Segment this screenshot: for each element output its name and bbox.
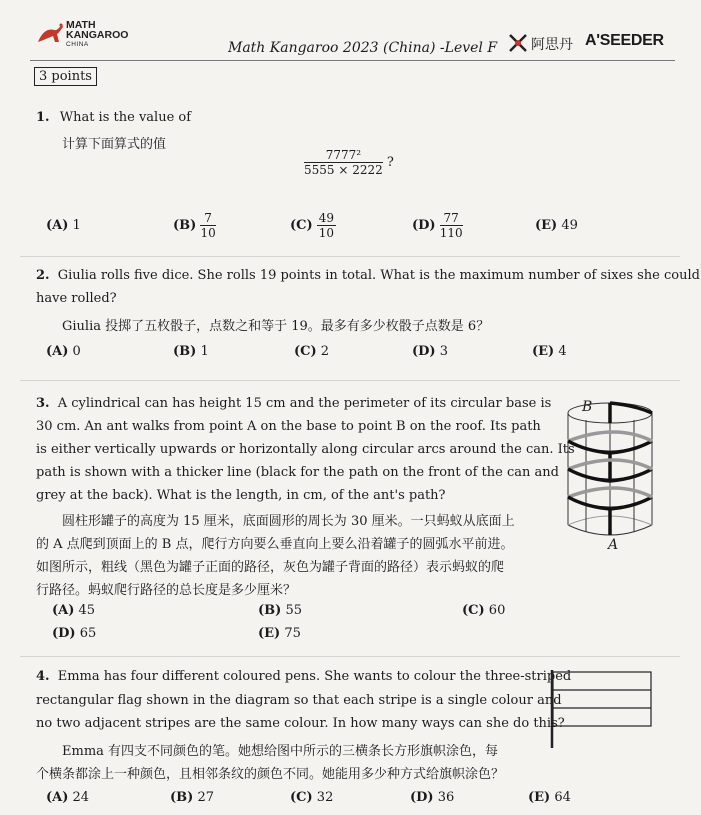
q2-opt-d-label: (D) [412, 344, 436, 359]
label-a: A [608, 537, 619, 551]
q1-option-c[interactable] [290, 211, 336, 240]
q1-opt-b-den: 10 [200, 226, 216, 240]
q4-opt-e-label: (E) [528, 790, 551, 805]
logo-left-line3: CHINA [66, 41, 89, 48]
math-kangaroo-logo [36, 18, 136, 54]
q3-opt-e-value: 75 [284, 626, 301, 641]
q4-text-en-2: no two adjacent stripes are the same colour. In how many ways can she do this? [36, 716, 565, 731]
q1-option-b[interactable] [173, 211, 216, 240]
label-b: B [582, 399, 593, 415]
q3-number: 3. [36, 396, 50, 411]
q2-number: 2. [36, 268, 50, 283]
q3-option-d[interactable] [52, 626, 96, 641]
q1-expression [304, 148, 394, 177]
q2-text-line2: have rolled? [36, 291, 117, 306]
q1-opt-c-label: (C) [290, 218, 313, 233]
q3-opt-d-value: 65 [79, 626, 97, 641]
q4-opt-b-label: (B) [170, 790, 194, 805]
q2-opt-b-label: (B) [173, 344, 197, 359]
q2-option-d[interactable] [412, 344, 448, 359]
q1-opt-c-num: 49 [318, 211, 335, 225]
q3-opt-b-value: 55 [285, 603, 302, 618]
q3-opt-c-value: 60 [488, 603, 506, 618]
q1-option-a[interactable] [46, 218, 81, 233]
q2-option-a[interactable] [46, 344, 81, 359]
q3-option-b[interactable] [258, 603, 302, 618]
q4-opt-e-value: 64 [554, 790, 571, 805]
divider [20, 656, 680, 657]
q4-opt-a-label: (A) [46, 790, 69, 805]
q2-option-b[interactable] [173, 344, 209, 359]
q1-opt-a-label: (A) [46, 218, 69, 233]
q1-expr-num: 7777² [304, 148, 383, 163]
q1-opt-e-value: 49 [561, 218, 578, 233]
q2-opt-c-label: (C) [294, 344, 317, 359]
q3-text-cn-0: 圆柱形罐子的高度为 15 厘米，底面圆形的周长为 30 厘米。一只蚂蚁从底面上 [62, 514, 515, 529]
logo-right-en: A'SEEDER [585, 32, 664, 49]
q4-opt-a-value: 24 [72, 790, 90, 805]
q3-text-cn-2: 如图所示，粗线（黑色为罐子正面的路径，灰色为罐子背面的路径）表示蚂蚁的爬 [36, 560, 505, 575]
q1-expr-q: ? [386, 155, 394, 170]
q1-opt-c-den: 10 [318, 226, 335, 240]
q4-opt-d-label: (D) [410, 790, 434, 805]
q3-text-en-3: path is shown with a thicker line (black for the path on the front of the can and [36, 465, 559, 480]
q4-text-en-0: Emma has four different coloured pens. She wants to colour the three-striped [57, 669, 572, 684]
q3-text-en-4: grey at the back). What is the length, in cm, of the ant's path? [36, 488, 446, 503]
logo-left-line2: KANGAROO [66, 29, 129, 41]
q2-opt-c-value: 2 [320, 344, 330, 359]
q1-opt-e-label: (E) [535, 218, 558, 233]
q4-text-cn-0: Emma 有四支不同颜色的笔。她想给图中所示的三横条长方形旗帜涂色，每 [62, 744, 499, 759]
q4-option-e[interactable] [528, 790, 571, 805]
divider [20, 256, 680, 257]
logo-left-line1: MATH [66, 19, 96, 31]
q3-option-a[interactable] [52, 603, 95, 618]
q4-opt-b-value: 27 [197, 790, 214, 805]
q2-text-line1: Giulia rolls five dice. She rolls 19 points in total. What is the maximum number of sixes she could [57, 268, 700, 283]
q4-text-en-1: rectangular flag shown in the diagram so that each stripe is a single colour and [36, 693, 562, 708]
q1-text-cn: 计算下面算式的值 [62, 137, 167, 152]
q3-line1 [36, 396, 551, 411]
q4-number: 4. [36, 669, 50, 684]
q1-opt-b-num: 7 [200, 211, 215, 226]
aseeder-logo [507, 30, 667, 58]
q3-text-en-2: is either vertically upwards or horizontally along circular arcs around the can. Its [36, 442, 575, 457]
q2-opt-b-value: 1 [200, 344, 209, 359]
q3-opt-a-value: 45 [78, 603, 96, 618]
header-rule [30, 60, 675, 61]
q3-text-en-0: A cylindrical can has height 15 cm and the perimeter of its circular base is [57, 396, 552, 411]
q4-option-a[interactable] [46, 790, 89, 805]
q2-opt-e-label: (E) [532, 344, 555, 359]
q4-option-c[interactable] [290, 790, 333, 805]
q1-expr-den: 5555 × 2222 [304, 163, 383, 177]
q3-opt-d-label: (D) [52, 626, 76, 641]
q1-opt-d-den: 110 [439, 226, 463, 240]
section-label: 3 points [34, 67, 97, 86]
q4-line1 [36, 669, 571, 684]
q4-option-b[interactable] [170, 790, 214, 805]
q2-text-cn: Giulia 投掷了五枚骰子，点数之和等于 19。最多有多少枚骰子点数是 6？ [62, 319, 490, 334]
q1-option-d[interactable] [412, 211, 463, 240]
aseeder-mark-icon [507, 32, 529, 54]
q3-text-en-1: 30 cm. An ant walks from point A on the base to point B on the roof. Its path [36, 419, 541, 434]
q4-text-cn-1: 个横条都涂上一种颜色，且相邻条纹的颜色不同。她能用多少种方式给旗帜涂色？ [36, 767, 505, 782]
q1-number: 1. [36, 110, 50, 125]
q2-opt-a-value: 0 [72, 344, 81, 359]
q2-opt-d-value: 3 [439, 344, 448, 359]
page-header-title: Math Kangaroo 2023 (China) -Level F [228, 40, 498, 56]
q3-option-e[interactable] [258, 626, 301, 641]
q3-option-c[interactable] [462, 603, 505, 618]
q3-opt-b-label: (B) [258, 603, 282, 618]
q3-opt-a-label: (A) [52, 603, 75, 618]
flag-diagram [549, 668, 655, 750]
q3-text-cn-3: 行路径。蚂蚁爬行路径的总长度是多少厘米？ [36, 583, 297, 598]
q1-line-en [36, 110, 191, 125]
q3-opt-c-label: (C) [462, 603, 485, 618]
q1-opt-a-value: 1 [72, 218, 81, 233]
q3-text-cn-1: 的 A 点爬到顶面上的 B 点，爬行方向要么垂直向上要么沿着罐子的圆弧水平前进。 [36, 537, 514, 552]
q4-opt-d-value: 36 [437, 790, 455, 805]
q1-opt-d-label: (D) [412, 218, 436, 233]
q2-opt-e-value: 4 [558, 344, 567, 359]
kangaroo-icon [36, 20, 64, 46]
divider [20, 380, 680, 381]
q2-option-e[interactable] [532, 344, 567, 359]
cylinder-diagram [556, 393, 668, 551]
q4-opt-c-label: (C) [290, 790, 313, 805]
logo-right-cn: 阿思丹 [531, 37, 573, 53]
q4-opt-c-value: 32 [316, 790, 334, 805]
q1-option-e[interactable] [535, 218, 578, 233]
q2-option-c[interactable] [294, 344, 329, 359]
q1-text-en: What is the value of [59, 110, 192, 125]
q3-opt-e-label: (E) [258, 626, 281, 641]
q2-line1 [36, 268, 700, 283]
q2-opt-a-label: (A) [46, 344, 69, 359]
q4-option-d[interactable] [410, 790, 454, 805]
q1-opt-d-num: 77 [440, 211, 463, 226]
q1-opt-b-label: (B) [173, 218, 197, 233]
